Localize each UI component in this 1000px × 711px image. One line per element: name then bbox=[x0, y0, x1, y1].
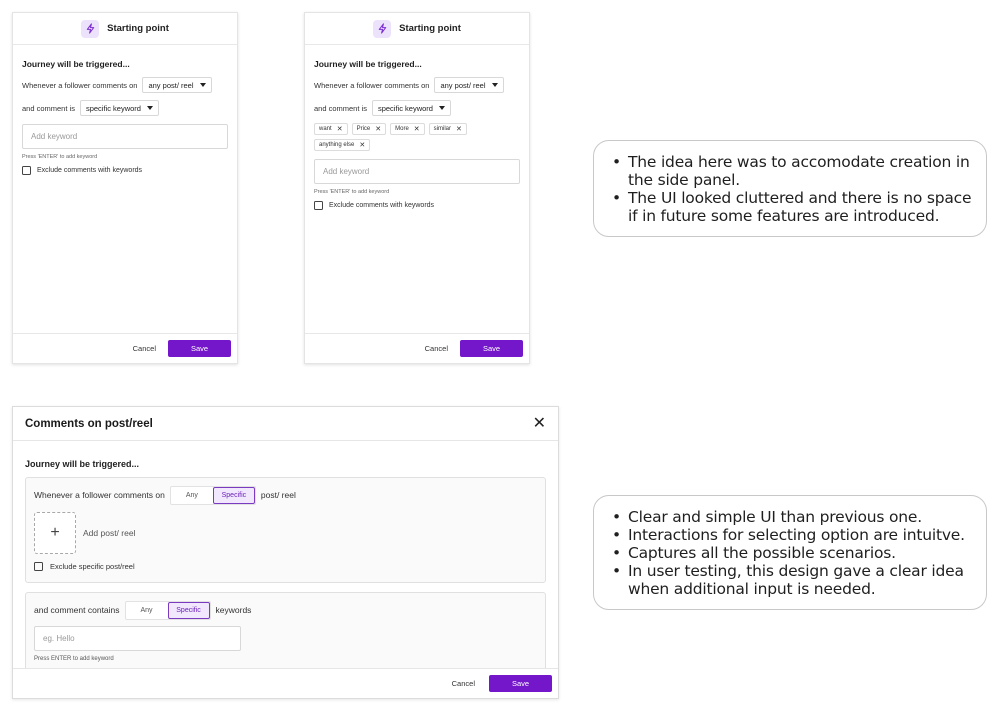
keyword-input[interactable]: Add keyword bbox=[22, 124, 228, 149]
keyword-chip-label: More bbox=[395, 126, 409, 132]
exclude-label: Exclude comments with keywords bbox=[37, 167, 143, 174]
side-panel-v1 bbox=[12, 12, 238, 364]
keyword-hint: Press 'ENTER' to add keyword bbox=[314, 189, 390, 195]
trigger-title: Journey will be triggered... bbox=[314, 59, 422, 69]
post-reel-dropdown-value: any post/ reel bbox=[440, 80, 486, 90]
post-reel-dropdown[interactable] bbox=[142, 77, 211, 93]
trigger-title: Journey will be triggered... bbox=[25, 459, 140, 469]
comment-type-label: and comment is bbox=[314, 103, 367, 113]
lightning-icon bbox=[373, 20, 391, 38]
remove-chip-icon[interactable]: ✕ bbox=[375, 125, 382, 133]
comment-target-row bbox=[22, 77, 228, 93]
option-any[interactable]: Any bbox=[140, 606, 153, 614]
exclude-post-checkbox[interactable] bbox=[34, 562, 43, 571]
caret-down-icon bbox=[147, 106, 153, 110]
trigger-title: Journey will be triggered... bbox=[22, 59, 130, 69]
comments-dialog bbox=[12, 406, 559, 699]
note-bullet: • Clear and simple UI than previous one. bbox=[608, 508, 974, 526]
option-any[interactable]: Any bbox=[185, 491, 198, 499]
exclude-checkbox[interactable] bbox=[22, 166, 31, 175]
comment-type-row bbox=[22, 100, 228, 116]
exclude-post-row bbox=[34, 562, 537, 571]
note-bullet: • The idea here was to accomodate creation in the side panel. bbox=[608, 153, 974, 189]
keyword-hint: Press 'ENTER' to add keyword bbox=[22, 154, 98, 160]
note-bullet: • Interactions for selecting option are intuitve. bbox=[608, 526, 974, 544]
remove-chip-icon[interactable]: ✕ bbox=[336, 125, 343, 133]
option-specific[interactable]: Specific bbox=[213, 487, 255, 504]
keyword-chip-label: Price bbox=[356, 126, 371, 132]
close-icon[interactable]: ✕ bbox=[532, 414, 546, 432]
keyword-selection-row bbox=[34, 601, 537, 619]
feedback-note-v1 bbox=[593, 140, 987, 237]
caret-down-icon bbox=[492, 83, 498, 87]
comment-type-label: and comment is bbox=[22, 103, 75, 113]
keyword-chip-label: anything else bbox=[319, 142, 355, 148]
dialog-header bbox=[13, 407, 558, 441]
panel-footer bbox=[305, 333, 529, 363]
keyword-chip bbox=[352, 123, 387, 135]
note-list bbox=[608, 508, 974, 598]
remove-chip-icon[interactable]: ✕ bbox=[456, 125, 462, 133]
keyword-scope-toggle bbox=[125, 601, 211, 620]
add-post-button[interactable] bbox=[34, 512, 76, 554]
post-selection-label: Whenever a follower comments on bbox=[34, 490, 165, 500]
exclude-post-label: Exclude specific post/reel bbox=[50, 562, 135, 571]
cancel-button[interactable]: Cancel bbox=[451, 679, 475, 688]
side-panel-v1-with-keywords bbox=[304, 12, 530, 364]
post-reel-dropdown-value: any post/ reel bbox=[148, 80, 194, 90]
exclude-checkbox[interactable] bbox=[314, 201, 323, 210]
add-post-row bbox=[34, 512, 537, 554]
note-bullet: • Captures all the possible scenarios. bbox=[608, 544, 974, 562]
keyword-chip bbox=[429, 123, 467, 135]
cancel-button[interactable]: Cancel bbox=[132, 344, 156, 353]
comment-type-dropdown[interactable] bbox=[372, 100, 451, 116]
exclude-label: Exclude comments with keywords bbox=[329, 202, 435, 209]
caret-down-icon bbox=[439, 106, 445, 110]
save-button[interactable]: Save bbox=[168, 340, 231, 357]
keyword-chips bbox=[314, 123, 484, 151]
comment-target-label: Whenever a follower comments on bbox=[314, 80, 430, 90]
lightning-icon bbox=[81, 20, 99, 38]
keyword-input[interactable]: Add keyword bbox=[314, 159, 520, 184]
comment-target-row bbox=[314, 77, 520, 93]
note-list bbox=[608, 153, 974, 225]
panel-header bbox=[13, 13, 237, 45]
caret-down-icon bbox=[200, 83, 206, 87]
keyword-hint: Press ENTER to add keyword bbox=[34, 656, 114, 662]
comment-type-dropdown-value: specific keyword bbox=[85, 103, 141, 113]
keyword-chip bbox=[314, 139, 370, 151]
option-specific[interactable]: Specific bbox=[168, 602, 210, 619]
comment-target-label: Whenever a follower comments on bbox=[22, 80, 138, 90]
post-selection-suffix: post/ reel bbox=[260, 490, 296, 500]
dialog-footer bbox=[13, 668, 558, 698]
exclude-row bbox=[22, 166, 228, 175]
note-bullet: • The UI looked cluttered and there is no space if in future some features are introduced. bbox=[608, 189, 974, 225]
post-selection-section bbox=[25, 477, 546, 583]
save-button[interactable]: Save bbox=[489, 675, 552, 692]
keyword-chip bbox=[390, 123, 425, 135]
keyword-chip-label: want bbox=[319, 126, 332, 132]
post-selection-row bbox=[34, 486, 537, 504]
keyword-chip-label: similar bbox=[433, 126, 451, 132]
feedback-note-v2 bbox=[593, 495, 987, 610]
keyword-input[interactable]: eg. Hello bbox=[34, 626, 241, 651]
comment-type-row bbox=[314, 100, 520, 116]
save-button[interactable]: Save bbox=[460, 340, 523, 357]
comment-type-dropdown-value: specific keyword bbox=[377, 103, 433, 113]
note-bullet: • In user testing, this design gave a clear idea when additional input is needed. bbox=[608, 562, 974, 598]
keyword-selection-suffix: keywords bbox=[215, 605, 252, 615]
add-post-label: Add post/ reel bbox=[83, 528, 136, 538]
dialog-title: Comments on post/reel bbox=[25, 417, 153, 430]
panel-footer bbox=[13, 333, 237, 363]
post-reel-dropdown[interactable] bbox=[434, 77, 503, 93]
panel-title: Starting point bbox=[399, 23, 461, 34]
panel-title: Starting point bbox=[107, 23, 169, 34]
remove-chip-icon[interactable]: ✕ bbox=[413, 125, 420, 133]
remove-chip-icon[interactable]: ✕ bbox=[359, 141, 366, 149]
keyword-selection-label: and comment contains bbox=[34, 605, 120, 615]
post-scope-toggle bbox=[170, 486, 256, 505]
plus-icon: + bbox=[50, 524, 60, 541]
comment-type-dropdown[interactable] bbox=[80, 100, 159, 116]
exclude-row bbox=[314, 201, 520, 210]
panel-header bbox=[305, 13, 529, 45]
cancel-button[interactable]: Cancel bbox=[424, 344, 448, 353]
keyword-chip bbox=[314, 123, 348, 135]
